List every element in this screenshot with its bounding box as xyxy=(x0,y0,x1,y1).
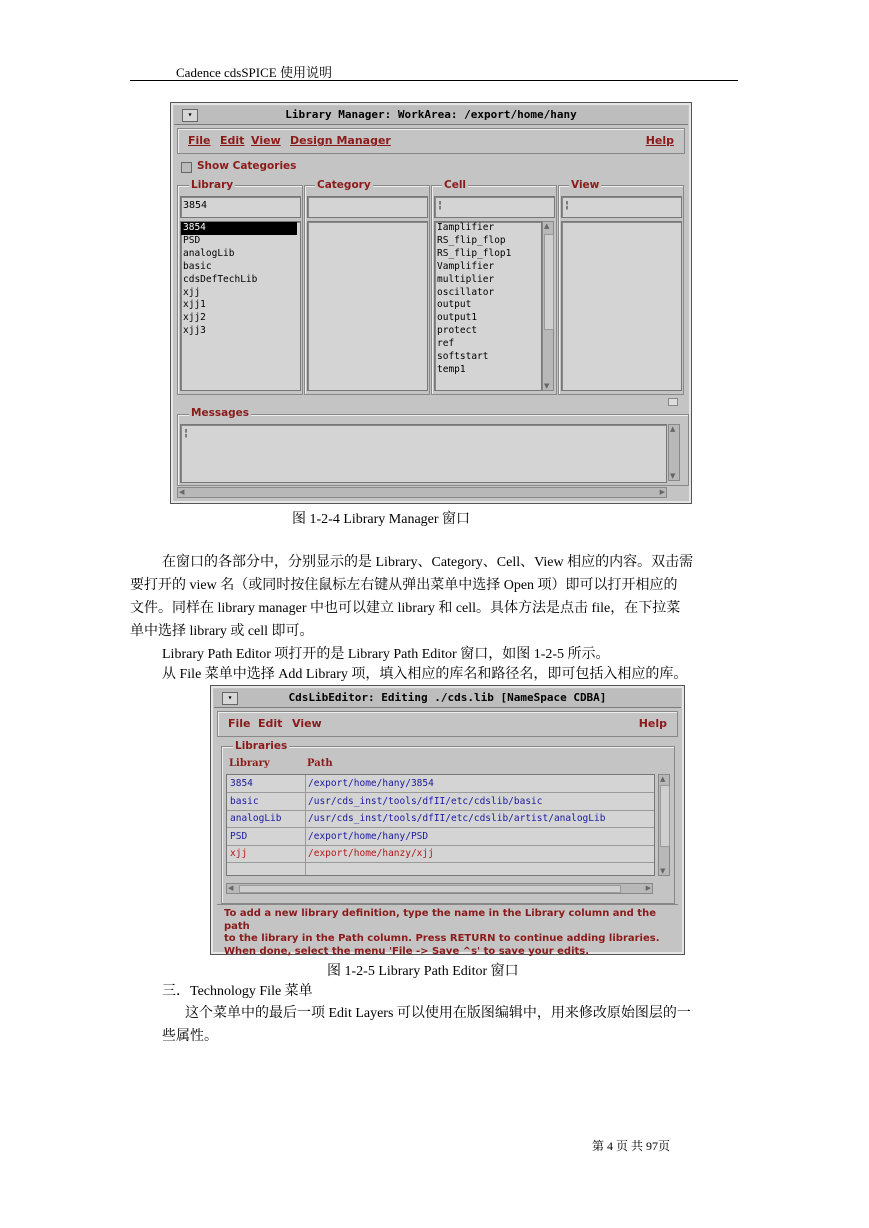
library-name-cell[interactable]: xjj xyxy=(230,848,248,859)
cdslib-menu-help[interactable]: Help xyxy=(638,717,667,730)
library-list-item[interactable]: xjj1 xyxy=(183,299,206,311)
view-column-label: View xyxy=(571,179,600,191)
view-input[interactable]: ¦ xyxy=(561,196,682,218)
cdslib-editor-title: CdsLibEditor: Editing ./cds.lib [NameSpace CDBA] xyxy=(288,691,607,704)
figure-1-2-4-caption: 图 1-2-4 Library Manager 窗口 xyxy=(292,512,471,527)
cell-list-item[interactable]: softstart xyxy=(437,351,489,363)
library-input[interactable]: 3854 xyxy=(180,196,301,218)
cell-list-item[interactable]: output1 xyxy=(437,312,478,324)
library-path-cell[interactable]: /export/home/hany/PSD xyxy=(308,830,429,842)
cell-list-item[interactable]: oscillator xyxy=(437,286,495,298)
libraries-group-label: Libraries xyxy=(235,740,288,752)
cell-list-item[interactable]: multiplier xyxy=(437,273,495,285)
library-name-cell[interactable]: PSD xyxy=(230,830,248,842)
paragraph-line-3: 文件。同样在 library manager 中也可以建立 library 和 cell。具体方法是点击 file，在下拉菜 xyxy=(130,601,681,616)
library-path-row[interactable] xyxy=(227,793,654,811)
category-column-label: Category xyxy=(317,179,371,191)
cdslib-menu-edit[interactable]: Edit xyxy=(258,717,283,730)
figure-1-2-5-caption: 图 1-2-5 Library Path Editor 窗口 xyxy=(327,964,519,979)
menu-edit[interactable]: Edit xyxy=(220,134,245,147)
library-manager-title: Library Manager: WorkArea: /export/home/hany xyxy=(285,108,577,121)
cell-column-label: Cell xyxy=(444,179,467,191)
menu-design-manager[interactable]: Design Manager xyxy=(290,134,391,147)
messages-area[interactable]: ¦ xyxy=(180,424,667,483)
library-list-item[interactable]: PSD xyxy=(183,234,201,246)
library-path-cell[interactable]: /usr/cds_inst/tools/dfII/etc/cdslib/basic xyxy=(308,795,543,807)
cell-list-item[interactable]: RS_flip_flop xyxy=(437,234,506,246)
paragraph-line-2: 要打开的 view 名（或同时按住鼠标左右键从弹出菜单中选择 Open 项）即可以打开相应的 xyxy=(130,578,678,593)
messages-vscroll[interactable]: ▲ ▼ xyxy=(668,424,680,481)
col-library-header: Library xyxy=(229,758,270,769)
path-table-hscroll-thumb[interactable] xyxy=(239,885,621,893)
cdslib-editor-titlebar xyxy=(214,689,681,708)
section-paragraph-line-1: 这个菜单中的最后一项 Edit Layers 可以使用在版图编辑中，用来修改原始图层的一 xyxy=(185,1006,691,1021)
cell-scroll-thumb[interactable] xyxy=(544,234,554,330)
library-path-table xyxy=(226,774,655,876)
window-menu-button-2[interactable]: ▾ xyxy=(222,692,238,705)
cell-list[interactable] xyxy=(434,221,542,391)
cell-list-item[interactable]: Iamplifier xyxy=(437,222,495,233)
library-path-cell[interactable]: /usr/cds_inst/tools/dfII/etc/cdslib/artist/analogLib xyxy=(308,813,606,824)
category-list[interactable] xyxy=(307,221,428,391)
paragraph-line-6: 从 File 菜单中选择 Add Library 项，填入相应的库名和路径名，即可包括入相应的库。 xyxy=(162,667,688,682)
pane-sash[interactable] xyxy=(668,398,678,406)
cell-list-item[interactable]: protect xyxy=(437,325,478,337)
library-list[interactable] xyxy=(180,221,301,391)
messages-label: Messages xyxy=(191,407,250,419)
cell-list-scrollbar[interactable]: ▲ ▼ xyxy=(542,221,554,391)
category-input[interactable] xyxy=(307,196,428,218)
library-list-item[interactable]: xjj xyxy=(183,286,201,298)
library-manager-window xyxy=(170,102,692,504)
library-path-row[interactable] xyxy=(227,828,654,846)
page-header: Cadence cdsSPICE 使用说明 xyxy=(176,65,332,80)
path-table-hscroll[interactable]: ◀ ▶ xyxy=(228,884,651,892)
library-manager-titlebar xyxy=(174,106,688,125)
col-path-header: Path xyxy=(307,758,333,769)
header-rule xyxy=(130,80,738,81)
show-categories-label: Show Categories xyxy=(197,160,297,172)
cdslib-editor-menubar xyxy=(217,711,678,737)
library-list-item[interactable]: 3854 xyxy=(181,222,297,235)
cdslib-menu-view[interactable]: View xyxy=(292,717,322,730)
library-list-item[interactable]: xjj3 xyxy=(183,325,206,337)
library-path-row[interactable] xyxy=(227,775,654,793)
cell-list-item[interactable]: RS_flip_flop1 xyxy=(437,247,512,259)
library-name-cell[interactable]: basic xyxy=(230,795,259,807)
cell-list-item[interactable]: ref xyxy=(437,338,455,350)
page-footer: 第 4 页 共 97页 xyxy=(592,1139,671,1153)
note-divider xyxy=(217,904,678,905)
menu-help[interactable]: Help xyxy=(645,134,674,147)
library-name-cell[interactable]: analogLib xyxy=(230,813,282,824)
menu-file[interactable]: File xyxy=(188,134,211,147)
view-list[interactable] xyxy=(561,221,682,391)
paragraph-line-1: 在窗口的各部分中，分别显示的是 Library、Category、Cell、View 相应的内容。双击需 xyxy=(162,555,694,570)
library-path-cell[interactable]: /export/home/hanzy/xjj xyxy=(308,848,434,859)
library-path-cell[interactable]: /export/home/hany/3854 xyxy=(308,778,434,789)
library-list-item[interactable]: xjj2 xyxy=(183,312,206,324)
cell-list-item[interactable]: temp1 xyxy=(437,363,466,375)
window-menu-button[interactable]: ▾ xyxy=(182,109,198,122)
instructions-note: To add a new library definition, type the name in the Library column and the path to the library in the Path column. Press RETURN to continue adding libraries. When done, select the menu 'File -> Save ^s' to save your edits. xyxy=(224,908,660,957)
library-name-cell[interactable]: 3854 xyxy=(230,778,253,789)
cell-list-item[interactable]: output xyxy=(437,299,472,311)
show-categories-checkbox[interactable] xyxy=(181,162,192,173)
menu-view[interactable]: View xyxy=(251,134,281,147)
cdslib-editor-window xyxy=(210,685,685,955)
library-list-item[interactable]: analogLib xyxy=(183,247,235,259)
path-table-scroll-thumb[interactable] xyxy=(660,785,670,847)
paragraph-line-5: Library Path Editor 项打开的是 Library Path Editor 窗口，如图 1-2-5 所示。 xyxy=(162,647,610,662)
section-paragraph-line-2: 些属性。 xyxy=(162,1029,218,1044)
cdslib-menu-file[interactable]: File xyxy=(228,717,251,730)
section-heading: 三．Technology File 菜单 xyxy=(162,984,313,999)
library-column-label: Library xyxy=(191,179,234,191)
library-path-row[interactable] xyxy=(227,810,654,828)
cell-input[interactable]: ¦ xyxy=(434,196,555,218)
paragraph-line-4: 单中选择 library 或 cell 即可。 xyxy=(130,624,314,639)
messages-hscroll[interactable]: ◀ ▶ xyxy=(179,488,665,496)
library-list-item[interactable]: basic xyxy=(183,260,212,272)
cell-list-item[interactable]: Vamplifier xyxy=(437,260,495,272)
library-list-item[interactable]: cdsDefTechLib xyxy=(183,273,258,285)
library-path-row[interactable] xyxy=(227,845,654,863)
library-manager-menubar xyxy=(177,128,685,154)
path-table-vscroll[interactable]: ▲ ▼ xyxy=(658,774,670,876)
